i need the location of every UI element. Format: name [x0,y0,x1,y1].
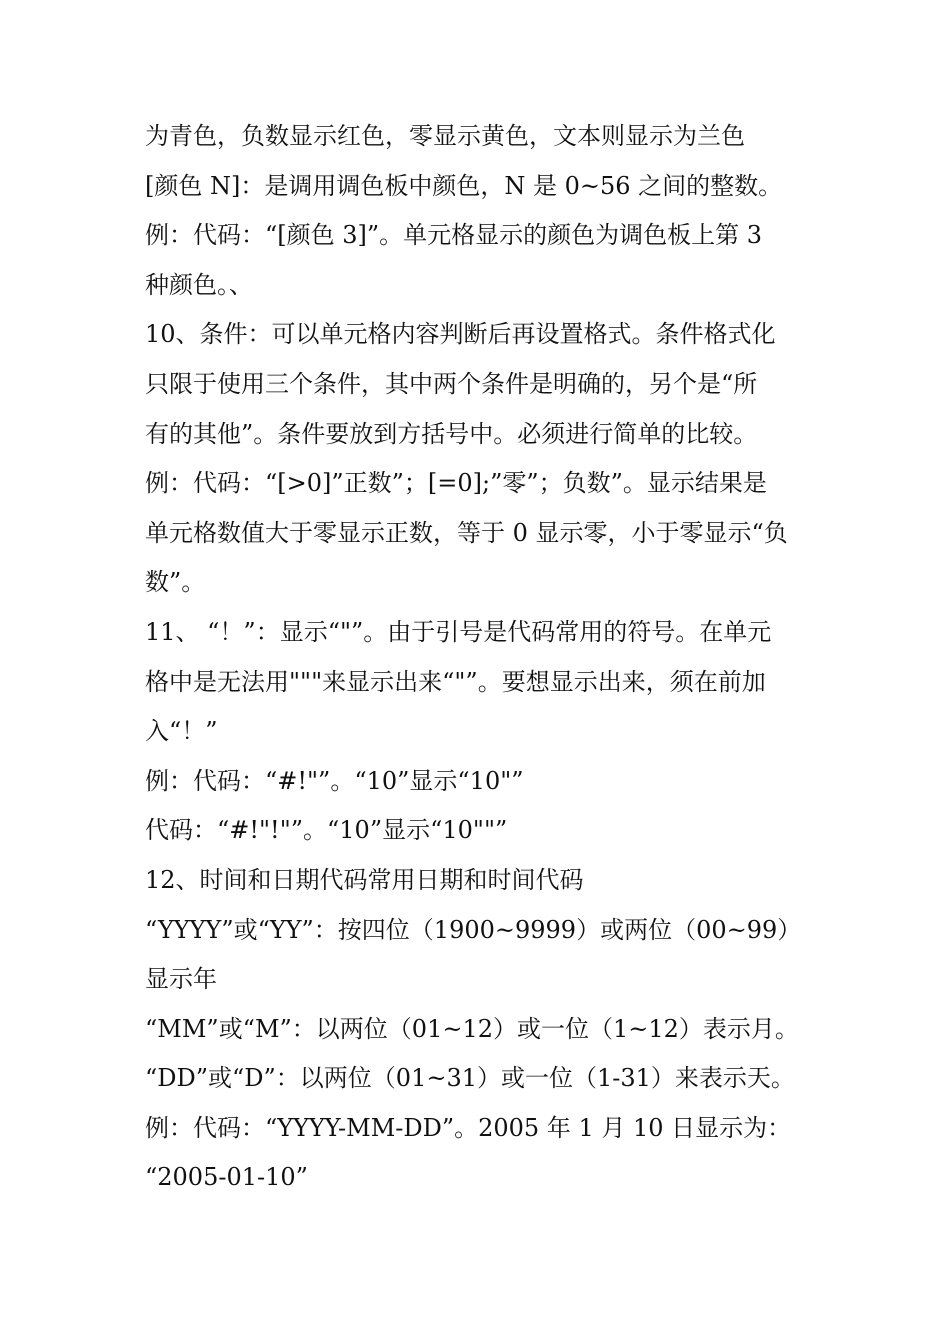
text-line: “DD”或“D”：以两位（01~31）或一位（1-31）来表示天。 [145,1064,795,1093]
text-line: 12、时间和日期代码常用日期和时间代码 [145,865,584,894]
text-line: 入“！” [145,717,218,746]
text-line: 单元格数值大于零显示正数，等于 0 显示零，小于零显示“负 [145,518,788,547]
text-line: 11、 “！”：显示“"”。由于引号是代码常用的符号。在单元 [145,617,772,646]
text-line: 例：代码：“#!"”。“10”显示“10"” [145,766,524,795]
text-line: 格中是无法用"""来显示出来“"”。要想显示出来，须在前加 [145,667,766,696]
text-line: 种颜色。、 [145,270,253,299]
text-line: [颜色 N]：是调用调色板中颜色，N 是 0~56 之间的整数。 [145,171,783,200]
text-line: 例：代码：“[>0]”正数”；[=0];”零”；负数”。显示结果是 [145,469,767,498]
text-line: “YYYY”或“YY”：按四位（1900~9999）或两位（00~99） [145,915,802,944]
text-line: 有的其他”。条件要放到方括号中。必须进行简单的比较。 [145,419,758,448]
text-line: 为青色，负数显示红色，零显示黄色，文本则显示为兰色 [145,122,745,150]
text-line: “2005-01-10” [145,1163,308,1192]
text-line: 10、条件：可以单元格内容判断后再设置格式。条件格式化 [145,320,776,349]
text-line: 数”。 [145,568,206,597]
text-line: 例：代码：“YYYY-MM-DD”。2005 年 1 月 10 日显示为： [145,1113,792,1142]
document-body [145,112,815,1203]
text-line: 显示年 [145,965,217,994]
text-line: 代码：“#!"!"”。“10”显示“10""” [145,816,508,845]
text-line: 例：代码：“[颜色 3]”。单元格显示的颜色为调色板上第 3 [145,221,763,250]
text-line: 只限于使用三个条件，其中两个条件是明确的，另个是“所 [145,369,758,398]
text-line: “MM”或“M”：以两位（01~12）或一位（1~12）表示月。 [145,1014,799,1043]
